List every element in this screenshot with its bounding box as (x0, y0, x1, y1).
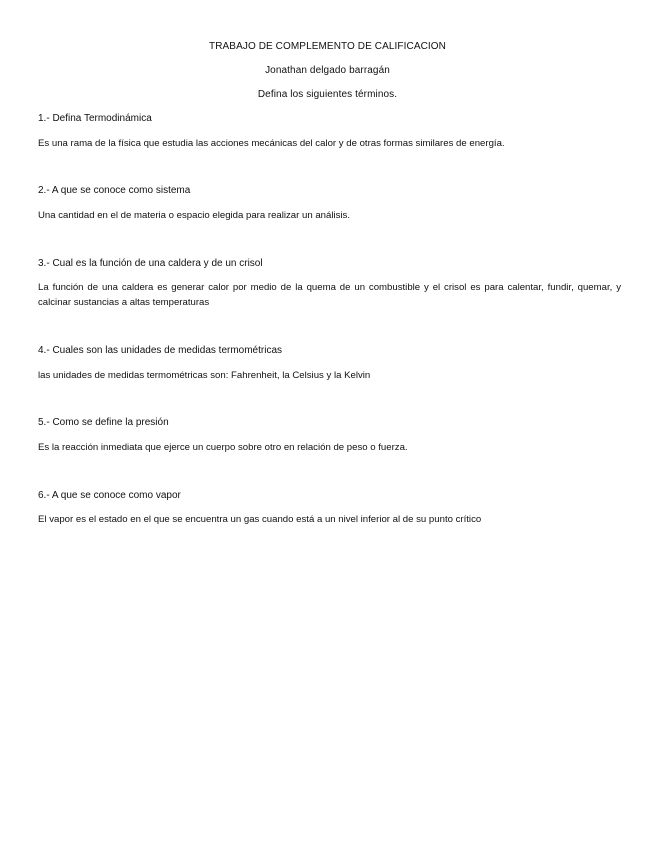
document-author: Jonathan delgado barragán (265, 65, 390, 76)
answer-6: El vapor es el estado en el que se encuentra un gas cuando está a un nivel inferior al de su punto crítico (38, 514, 482, 525)
document-title: TRABAJO DE COMPLEMENTO DE CALIFICACION (209, 41, 446, 52)
answer-2: Una cantidad en el de materia o espacio elegida para realizar un análisis. (38, 210, 350, 221)
question-5: 5.- Como se define la presión (38, 417, 169, 428)
question-1: 1.- Defina Termodinámica (38, 113, 152, 124)
answer-3: La función de una caldera es generar calor por medio de la quema de un combustible y el crisol es para calentar, fundir, quemar, y calcinar sustancias a altas temperaturas (38, 282, 621, 308)
answer-4: las unidades de medidas termométricas son: Fahrenheit, la Celsius y la Kelvin (38, 370, 371, 381)
document-intro: Defina los siguientes términos. (257, 89, 398, 100)
question-3: 3.- Cual es la función de una caldera y de un crisol (38, 258, 263, 269)
question-4: 4.- Cuales son las unidades de medidas termométricas (38, 345, 283, 356)
question-6: 6.- A que se conoce como vapor (38, 490, 181, 501)
answer-5: Es la reacción inmediata que ejerce un cuerpo sobre otro en relación de peso o fuerza. (38, 442, 408, 453)
answer-1: Es una rama de la física que estudia las acciones mecánicas del calor y de otras formas similares de energía. (38, 138, 505, 149)
question-2: 2.- A que se conoce como sistema (38, 185, 191, 196)
